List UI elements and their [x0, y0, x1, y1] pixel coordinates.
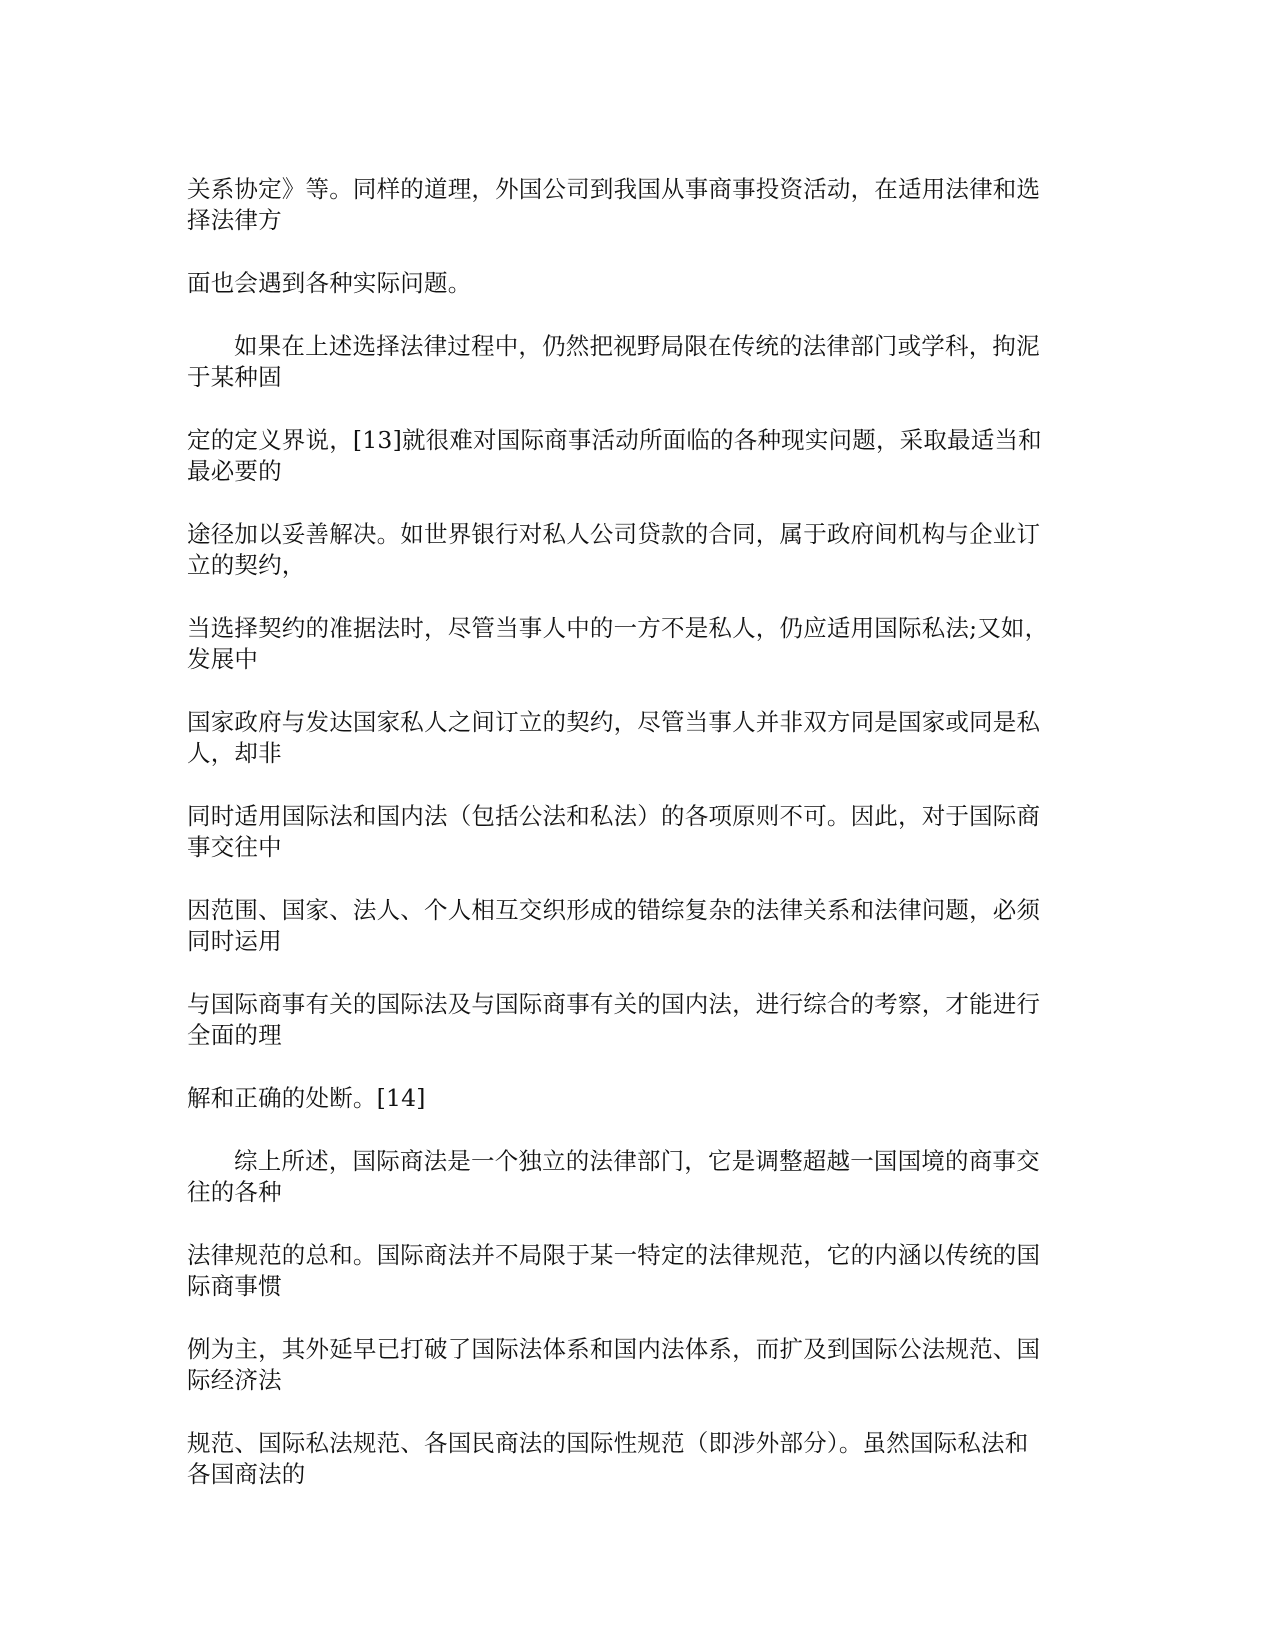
- paragraph-line: 综上所述，国际商法是一个独立的法律部门，它是调整超越一国国境的商事交: [234, 1147, 1040, 1175]
- paragraph-line: 法律规范的总和。国际商法并不局限于某一特定的法律规范，它的内涵以传统的国: [187, 1241, 1041, 1269]
- paragraph-line: 往的各种: [187, 1178, 282, 1206]
- paragraph-line: 全面的理: [187, 1021, 282, 1049]
- paragraph-line: 际经济法: [187, 1366, 282, 1394]
- paragraph-9: [187, 895, 1087, 957]
- paragraph-1: [187, 174, 1087, 236]
- paragraph-14: [187, 1334, 1087, 1396]
- paragraph-5: [187, 519, 1087, 581]
- paragraph-line: 事交往中: [187, 833, 282, 861]
- paragraph-line: 同时运用: [187, 927, 282, 955]
- paragraph-line: 关系协定》等。同样的道理，外国公司到我国从事商事投资活动，在适用法律和选: [187, 175, 1041, 203]
- paragraph-7: [187, 707, 1087, 769]
- paragraph-12: [187, 1146, 1087, 1208]
- paragraph-line: 各国商法的: [187, 1460, 306, 1488]
- paragraph-line: 发展中: [187, 645, 259, 673]
- paragraph-line: 途径加以妥善解决。如世界银行对私人公司贷款的合同，属于政府间机构与企业订: [187, 520, 1041, 548]
- paragraph-line: 于某种固: [187, 363, 282, 391]
- paragraph-line: 当选择契约的准据法时，尽管当事人中的一方不是私人，仍应适用国际私法;又如，: [187, 614, 1049, 642]
- paragraph-line: 与国际商事有关的国际法及与国际商事有关的国内法，进行综合的考察，才能进行: [187, 990, 1041, 1018]
- paragraph-8: [187, 801, 1087, 863]
- paragraph-6: [187, 613, 1087, 675]
- paragraph-line: 择法律方: [187, 206, 282, 234]
- paragraph-15: [187, 1428, 1087, 1490]
- paragraph-line: 最必要的: [187, 457, 282, 485]
- paragraph-3: [187, 331, 1087, 393]
- paragraph-10: [187, 989, 1087, 1051]
- paragraph-line: 同时适用国际法和国内法（包括公法和私法）的各项原则不可。因此，对于国际商: [187, 802, 1041, 830]
- paragraph-line: 因范围、国家、法人、个人相互交织形成的错综复杂的法律关系和法律问题，必须: [187, 896, 1041, 924]
- paragraph-line: 际商事惯: [187, 1272, 282, 1300]
- paragraph-line: 如果在上述选择法律过程中，仍然把视野局限在传统的法律部门或学科，拘泥: [234, 332, 1040, 360]
- paragraph-13: [187, 1240, 1087, 1302]
- paragraph-line: 定的定义界说，[13]就很难对国际商事活动所面临的各种现实问题，采取最适当和: [187, 426, 1042, 454]
- paragraph-line: 人，却非: [187, 739, 282, 767]
- paragraph-11: [187, 1083, 1087, 1114]
- paragraph-2: [187, 268, 1087, 299]
- paragraph-line: 规范、国际私法规范、各国民商法的国际性规范（即涉外部分）。虽然国际私法和: [187, 1429, 1029, 1457]
- paragraph-4: [187, 425, 1087, 487]
- paragraph-line: 解和正确的处断。[14]: [187, 1084, 426, 1112]
- paragraph-line: 面也会遇到各种实际问题。: [187, 269, 472, 297]
- paragraph-line: 例为主，其外延早已打破了国际法体系和国内法体系，而扩及到国际公法规范、国: [187, 1335, 1041, 1363]
- document-body: [187, 174, 1087, 1490]
- paragraph-line: 立的契约，: [187, 551, 306, 579]
- paragraph-line: 国家政府与发达国家私人之间订立的契约，尽管当事人并非双方同是国家或同是私: [187, 708, 1041, 736]
